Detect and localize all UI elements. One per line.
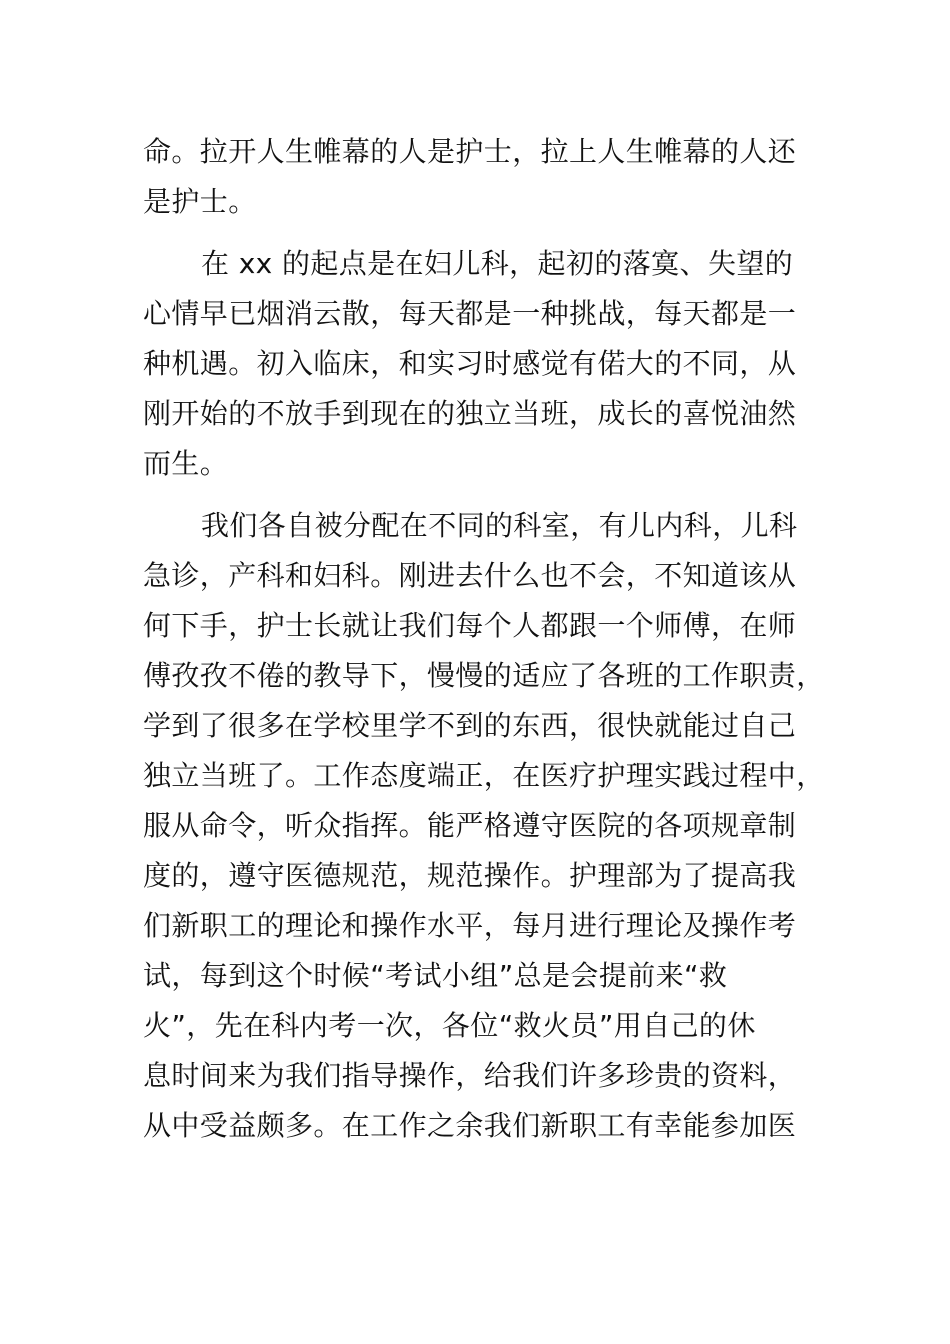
text-line: 度的，遵守医德规范，规范操作。护理部为了提高我 bbox=[143, 859, 797, 892]
text-line: 命。拉开人生帷幕的人是护士，拉上人生帷幕的人还 bbox=[143, 135, 797, 168]
text-line: 服从命令，听众指挥。能严格遵守医院的各项规章制 bbox=[143, 809, 797, 842]
paragraph-2 bbox=[143, 239, 815, 489]
text-line: 种机遇。初入临床，和实习时感觉有偌大的不同，从 bbox=[143, 347, 797, 380]
text-line-first: 我们各自被分配在不同的科室，有儿内科，儿科 bbox=[201, 509, 798, 542]
text-line: 傅孜孜不倦的教导下，慢慢的适应了各班的工作职责， bbox=[143, 659, 825, 692]
text-line: 独立当班了。工作态度端正，在医疗护理实践过程中， bbox=[143, 759, 825, 792]
text-line: 试，每到这个时候“考试小组”总是会提前来“救 bbox=[143, 959, 728, 992]
paragraph-3 bbox=[143, 501, 825, 1151]
paragraph-1 bbox=[143, 127, 815, 227]
text-line: 而生。 bbox=[143, 447, 229, 480]
text-line: 是护士。 bbox=[143, 185, 257, 218]
document-body bbox=[143, 127, 825, 1151]
text-line: 心情早已烟消云散，每天都是一种挑战，每天都是一 bbox=[143, 297, 797, 330]
text-line: 从中受益颇多。在工作之余我们新职工有幸能参加医 bbox=[143, 1109, 797, 1142]
text-line: 们新职工的理论和操作水平，每月进行理论及操作考 bbox=[143, 909, 797, 942]
paragraph-spacing bbox=[143, 227, 815, 239]
text-line: 刚开始的不放手到现在的独立当班，成长的喜悦油然 bbox=[143, 397, 797, 430]
text-line: 何下手，护士长就让我们每个人都跟一个师傅，在师 bbox=[143, 609, 797, 642]
text-line: 学到了很多在学校里学不到的东西，很快就能过自己 bbox=[143, 709, 797, 742]
text-line: 火”，先在科内考一次，各位“救火员”用自己的休 bbox=[143, 1009, 756, 1042]
text-line-first: 在 xx 的起点是在妇儿科，起初的落寞、失望的 bbox=[201, 247, 794, 280]
text-line: 急诊，产科和妇科。刚进去什么也不会，不知道该从 bbox=[143, 559, 797, 592]
paragraph-spacing bbox=[143, 489, 815, 501]
text-line: 息时间来为我们指导操作，给我们许多珍贵的资料， bbox=[143, 1059, 797, 1092]
